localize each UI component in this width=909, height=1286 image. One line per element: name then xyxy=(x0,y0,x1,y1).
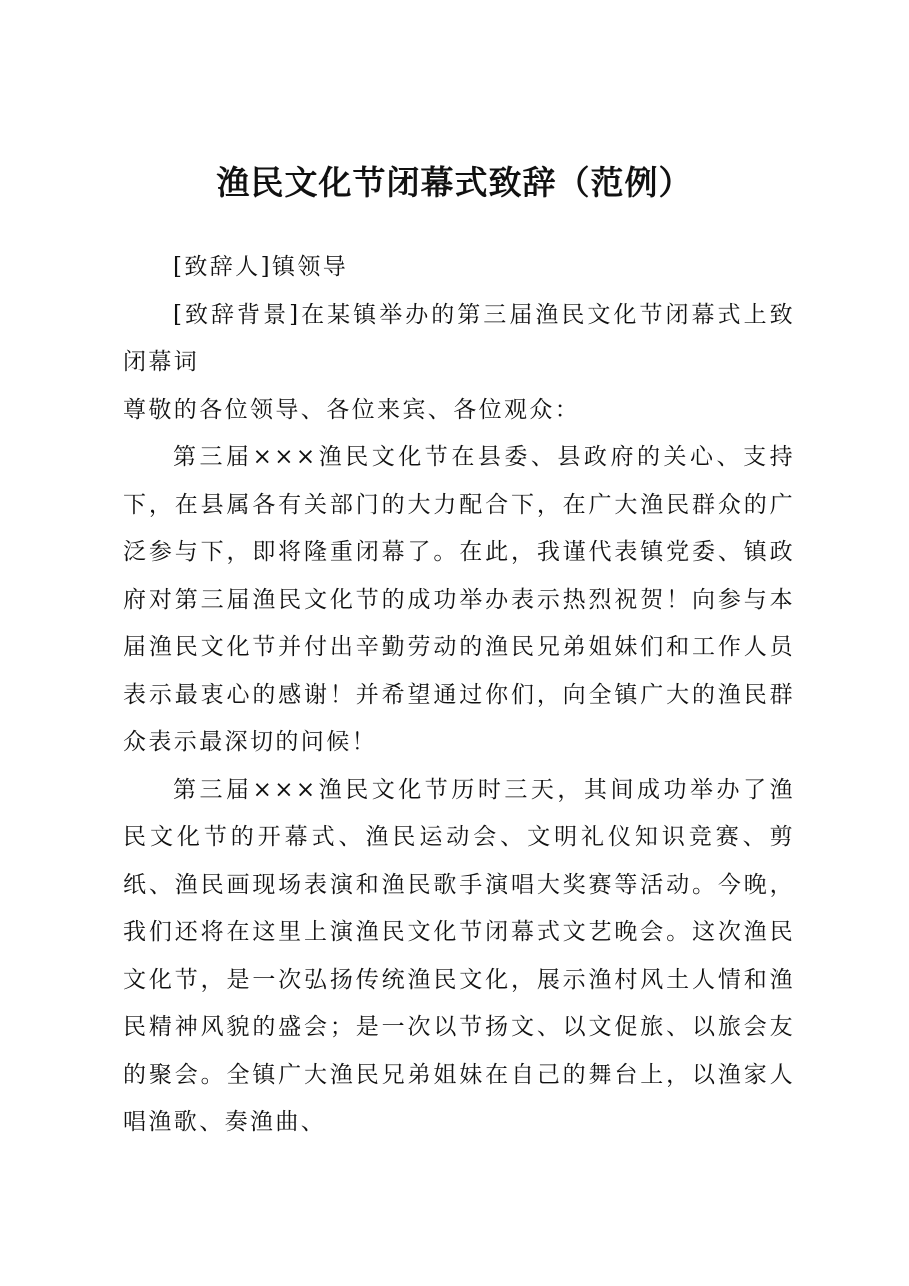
body-paragraph-1: 第三届×××渔民文化节在县委、县政府的关心、支持下，在县属各有关部门的大力配合下，在广大渔民群众的广泛参与下，即将隆重闭幕了。在此，我谨代表镇党委、镇政府对第三届渔民文化节的成功举办表示热烈祝贺！向参与本届渔民文化节并付出辛勤劳动的渔民兄弟姐妹们和工作人员表示最衷心的感谢！并希望通过你们，向全镇广大的渔民群众表示最深切的问候！ xyxy=(123,444,795,755)
document-body xyxy=(123,244,795,1147)
background-line: [致辞背景]在某镇举办的第三届渔民文化节闭幕式上致闭幕词 xyxy=(123,301,795,375)
body-paragraph-2: 第三届×××渔民文化节历时三天，其间成功举办了渔民文化节的开幕式、渔民运动会、文明礼仪知识竞赛、剪纸、渔民画现场表演和渔民歌手演唱大奖赛等活动。今晚，我们还将在这里上演渔民文化节闭幕式文艺晚会。这次渔民文化节，是一次弘扬传统渔民文化，展示渔村风土人情和渔民精神风貌的盛会；是一次以节扬文、以文促旅、以旅会友的聚会。全镇广大渔民兄弟姐妹在自己的舞台上，以渔家人唱渔歌、奏渔曲、 xyxy=(123,776,795,1135)
document-title: 渔民文化节闭幕式致辞（范例） xyxy=(216,163,693,202)
salutation-line: 尊敬的各位领导、各位来宾、各位观众： xyxy=(123,396,581,423)
speaker-line: [致辞人]镇领导 xyxy=(173,254,349,280)
